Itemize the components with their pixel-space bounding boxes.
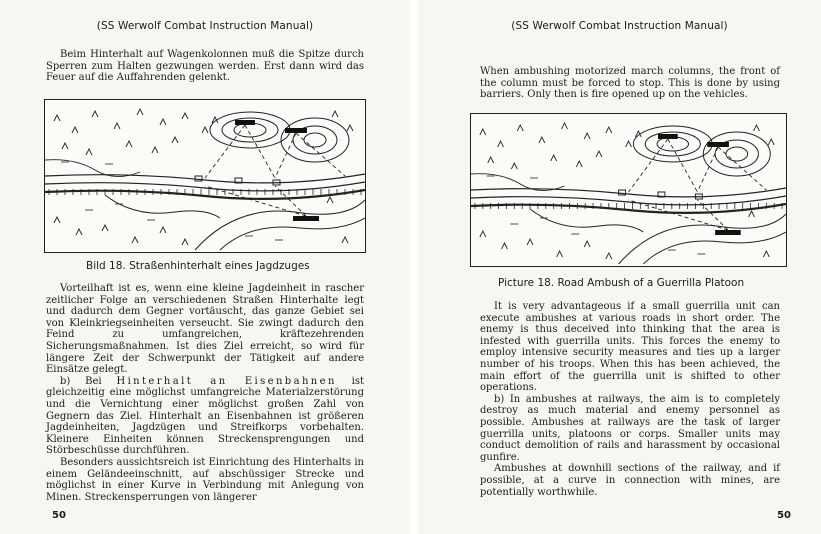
tree-symbol [584,241,590,247]
fire-line [245,125,275,178]
figure-caption: Bild 18. Straßenhinterhalt eines Jagdzuges [86,260,310,272]
page-number: 50 [52,510,66,521]
tree-symbol [511,163,517,169]
vehicle-symbol [619,190,626,195]
tree-symbol [114,123,120,129]
path-line [471,174,565,191]
tree-symbol [606,127,612,133]
ambush-map-figure [44,99,366,253]
intro-paragraph: Beim Hinterhalt auf Wagenkolonnen muß die Spitze durch Sperren zum Halten gezwungen werden. Erst dann wird das Feuer auf die Auffahrenden gelenkt. [46,49,364,84]
tree-symbol [498,141,504,147]
tree-symbol [54,217,60,223]
hill-contour [234,123,266,137]
tree-symbol [172,137,178,143]
fire-line [668,139,698,192]
tree-symbol [749,211,755,217]
tree-symbol [596,151,602,157]
tree-symbol [754,125,760,131]
tree-symbol [562,123,568,129]
paragraph-3: Besonders aussichtsreich ist Einrichtung des Hinterhalts in einem Geländeeinschnitt, auf abschüssiger Strecke und möglichst in einer Kurve in Verbindung mit Anlegung von Minen. Streckensperrungen von längerer [46,456,364,503]
path-line [45,160,140,177]
tree-symbol [137,109,143,115]
tree-symbol [606,253,612,259]
ambush-position [707,142,729,147]
tree-symbol [132,237,138,243]
tree-symbol [768,139,774,145]
tree-symbol [54,115,60,121]
tree-symbol [76,229,82,235]
figure-caption: Picture 18. Road Ambush of a Guerrilla Platoon [498,277,745,289]
hill-contour [726,147,748,161]
fire-line [718,147,766,190]
tree-symbol [480,231,486,237]
ambush-position [658,134,678,139]
tree-symbol [527,239,533,245]
page-number: 50 [777,510,791,521]
road [45,174,365,183]
tree-symbol [86,149,92,155]
ambush-map-figure [470,113,787,267]
intro-paragraph: When ambushing motorized march columns, the front of the column must be forced to stop. This is done by using barriers. Only then is fire opened up on the vehicles. [480,66,780,101]
tree-symbol [102,225,108,231]
railway-track [45,190,365,199]
intro-text [480,66,780,101]
paragraph-2: b) In ambushes at railways, the aim is to completely destroy as much material and enemy personnel as possible. Ambushes at railways are the task of larger guerrilla units, platoons or corps. Smaller units may conduct demolition of rails and harassment by occasional gunfire. [480,393,780,463]
ambush-position [715,230,741,235]
tree-symbol [539,137,545,143]
hill-contour [643,232,786,264]
hill-contour [304,133,326,147]
tree-symbol [551,155,557,161]
tree-symbol [517,125,523,131]
left-page [0,0,410,534]
tree-symbol [160,227,166,233]
hill-contour [530,209,643,232]
paragraph-1: It is very advantageous if a small guerrilla unit can execute ambushes at various roads in short order. The enemy is thus deceived into thinking that the area is infested with guerrilla units. This forces the enemy to employ intensive security measures and ties up a larger number of his troops. When this has been achieved, the main effort of the guerrilla unit is shifted to other operations. [480,301,780,394]
tree-symbol [62,143,68,149]
tree-symbol [626,141,632,147]
page-header: (SS Werwolf Combat Instruction Manual) [96,20,314,32]
ambush-position [285,128,307,133]
emphasis-spaced: Hinterhalt an Eisenbahnen [116,375,337,387]
tree-symbol [332,111,338,117]
hill-contour [105,195,220,218]
tree-symbol [557,251,563,257]
tree-symbol [584,133,590,139]
tree-symbol [488,157,494,163]
intro-text [46,49,364,84]
fire-line [275,133,296,178]
tree-symbol [480,129,486,135]
ambush-position [293,216,319,221]
right-page [418,0,821,534]
tree-symbol [182,113,188,119]
tree-symbol [182,239,188,245]
paragraph-2: b) Bei Hinterhalt an Eisenbahnen ist gleichzeitig eine möglichst umfangreiche Materialzerstörung und die Vernichtung einer möglichst großen Zahl von Gegnern das Ziel. Hinterhalt an Eisenbahnen ist größeren Jagdeinheiten, Jagdzügen und Streifkorps vorbehalten. Kleinere Einheiten können Streckensprengungen und Störbeschüsse durchführen. [46,375,365,457]
tree-symbol [152,147,158,153]
hill-contour [657,137,689,151]
tree-symbol [92,111,98,117]
hill-contour [220,218,365,250]
fire-line [296,133,345,176]
ambush-position [235,120,255,125]
tree-symbol [576,161,582,167]
fire-line [697,147,718,192]
tree-symbol [347,125,353,131]
ambush-map [45,100,365,252]
hill-contour [703,132,770,176]
tree-symbol [502,243,508,249]
hill-contour [281,118,349,162]
tree-symbol [72,127,78,133]
railway-track [471,204,786,213]
tree-symbol [763,251,769,257]
tree-symbol [126,141,132,147]
paragraph-3: Ambushes at downhill sections of the railway, and if possible, at a curve in connection with mines, are potentially worthwhile. [480,463,780,498]
body-text [480,301,780,498]
body-text [46,283,364,503]
vehicle-symbol [195,176,202,181]
ambush-map [471,114,786,266]
tree-symbol [342,237,348,243]
tree-symbol [327,197,333,203]
tree-symbol [202,127,208,133]
page-header: (SS Werwolf Combat Instruction Manual) [511,20,728,32]
paragraph-1: Vorteilhaft ist es, wenn eine kleine Jagdeinheit in rascher zeitlicher Folge an verschiedenen Straßen Hinterhalte legt und dadurch dem Gegner vortäuscht, das ganze Gebiet sei von Kleinkriegseinheiten verseucht. Sie zwingt dadurch den Feind zu umfangreichen, kräftezehrenden Sicherungsmaßnahmen. Ist dies Ziel erreicht, so wird für längere Zeit der Schwerpunkt der Tätigkeit auf andere Einsätze gelegt. [46,283,364,376]
hill-contour [195,200,365,250]
tree-symbol [160,119,166,125]
road [471,188,786,197]
hill-contour [619,214,786,264]
gutter [410,0,418,534]
